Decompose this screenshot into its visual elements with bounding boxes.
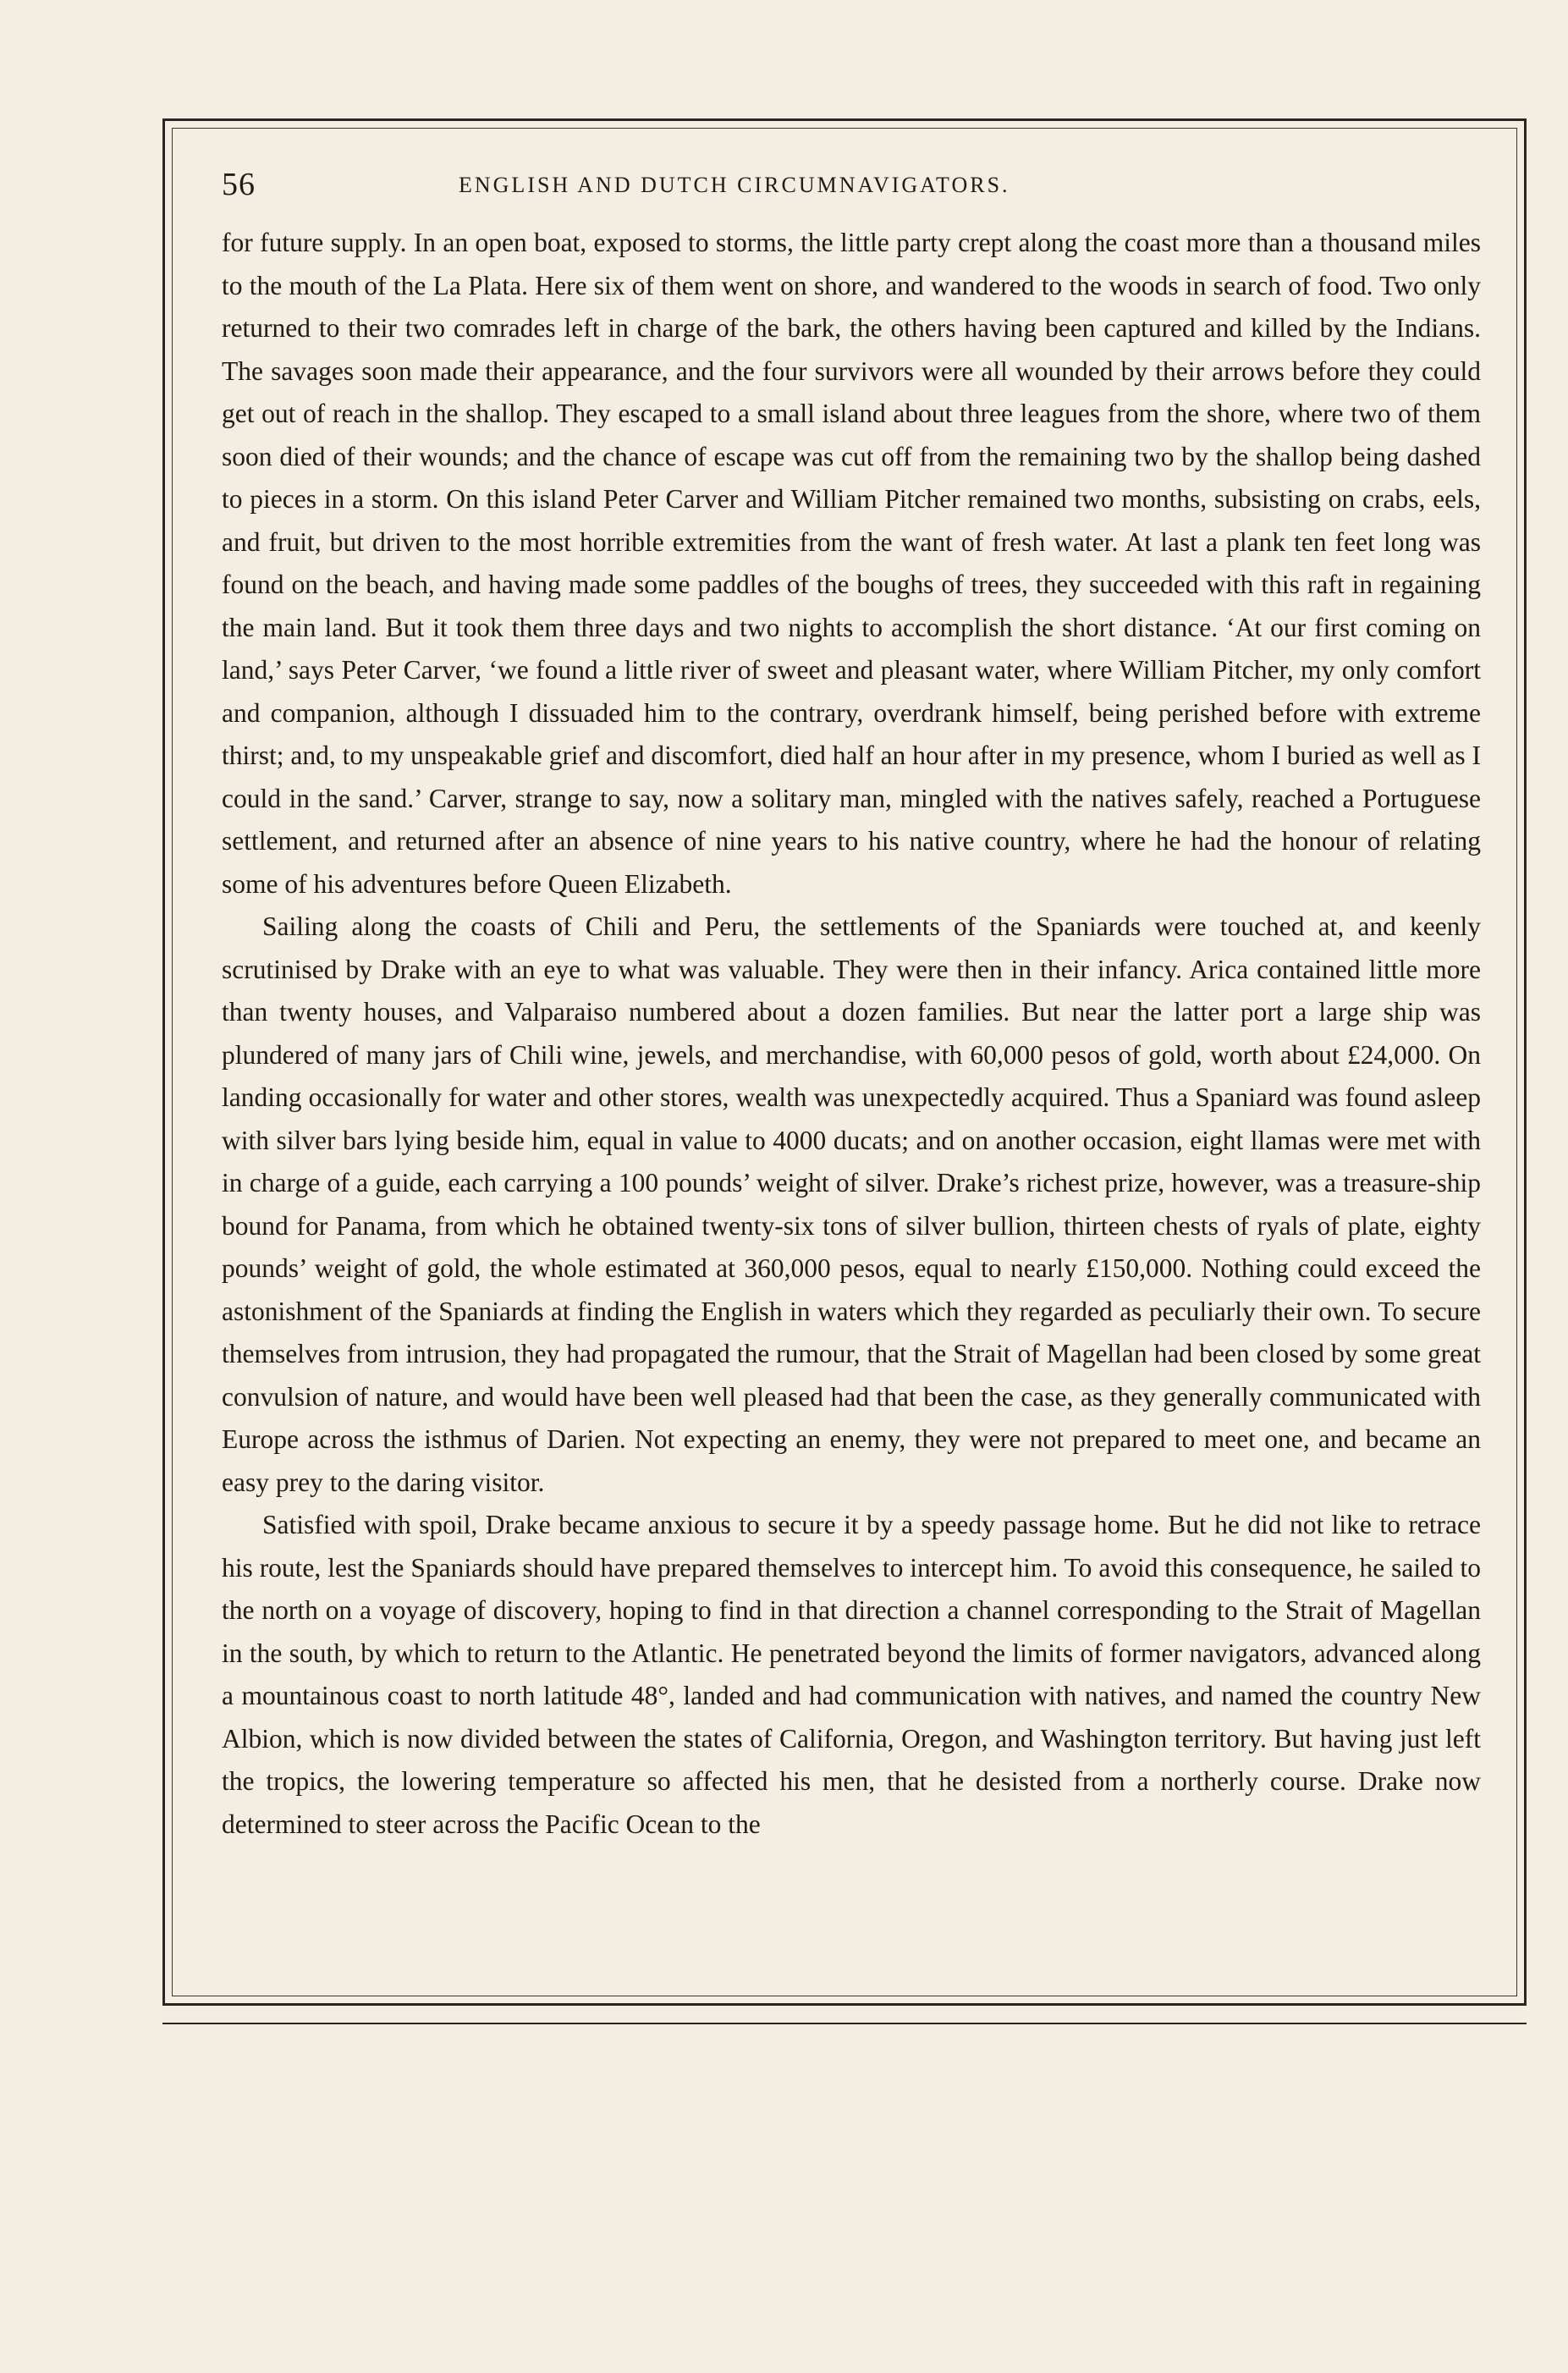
running-head: ENGLISH AND DUTCH CIRCUMNAVIGATORS. <box>459 173 1010 197</box>
page-header <box>222 166 1491 208</box>
paragraph-2: Sailing along the coasts of Chili and Peru, the settlements of the Spaniards were touched at, and keenly scrutinised by Drake with an eye to what was valuable. They were then in their infancy. Arica contained little more than twenty houses, and Valparaiso numbered about a dozen families. But near the latter port a large ship was plundered of many jars of Chili wine, jewels, and merchandise, with 60,000 pesos of gold, worth about £24,000. On landing occasionally for water and other stores, wealth was unexpectedly acquired. Thus a Spaniard was found asleep with silver bars lying beside him, equal in value to 4000 ducats; and on another occasion, eight llamas were met with in charge of a guide, each carrying a 100 pounds’ weight of silver. Drake’s richest prize, however, was a treasure-ship bound for Panama, from which he obtained twenty-six tons of silver bullion, thirteen chests of ryals of plate, eighty pounds’ weight of gold, the whole estimated at 360,000 pesos, equal to nearly £150,000. Nothing could exceed the astonishment of the Spaniards at finding the English in waters which they regarded as peculiarly their own. To secure themselves from intrusion, they had propagated the rumour, that the Strait of Magellan had been closed by some great convulsion of nature, and would have been well pleased had that been the case, as they generally communicated with Europe across the isthmus of Darien. Not expecting an enemy, they were not prepared to meet one, and became an easy prey to the daring visitor. <box>222 911 1481 1497</box>
paragraph-3: Satisfied with spoil, Drake became anxious to secure it by a speedy passage home. But he did not like to retrace his route, lest the Spaniards should have prepared themselves to intercept him. To avoid this consequence, he sailed to the north on a voyage of discovery, hoping to find in that direction a channel corresponding to the Strait of Magellan in the south, by which to return to the Atlantic. He penetrated beyond the limits of former navigators, advanced along a mountainous coast to north latitude 48°, landed and had communication with natives, and named the country New Albion, which is now divided between the states of California, Oregon, and Washington territory. But having just left the tropics, the lowering temperature so affected his men, that he desisted from a northerly course. Drake now determined to steer across the Pacific Ocean to the <box>222 1510 1481 1839</box>
body-text <box>222 222 1481 1990</box>
page-number: 56 <box>222 167 256 202</box>
bottom-rule <box>162 2023 1527 2024</box>
paragraph-1: for future supply. In an open boat, exposed to storms, the little party crept along the coast more than a thousand miles to the mouth of the La Plata. Here six of them went on shore, and wandered to the woods in search of food. Two only returned to their two comrades left in charge of the bark, the others having been captured and killed by the Indians. The savages soon made their appearance, and the four survivors were all wounded by their arrows before they could get out of reach in the shallop. They escaped to a small island about three leagues from the shore, where two of them soon died of their wounds; and the chance of escape was cut off from the remaining two by the shallop being dashed to pieces in a storm. On this island Peter Carver and William Pitcher remained two months, subsisting on crabs, eels, and fruit, but driven to the most horrible extremities from the want of fresh water. At last a plank ten feet long was found on the beach, and having made some paddles of the boughs of trees, they succeeded with this raft in regaining the main land. But it took them three days and two nights to accomplish the short distance. ‘At our first coming on land,’ says Peter Carver, ‘we found a little river of sweet and pleasant water, where William Pitcher, my only comfort and companion, although I dissuaded him to the contrary, overdrank himself, being perished before with extreme thirst; and, to my unspeakable grief and discomfort, died half an hour after in my presence, whom I buried as well as I could in the sand.’ Carver, strange to say, now a solitary man, mingled with the natives safely, reached a Portuguese settlement, and returned after an absence of nine years to his native country, where he had the honour of relating some of his adventures before Queen Elizabeth. <box>222 228 1481 899</box>
